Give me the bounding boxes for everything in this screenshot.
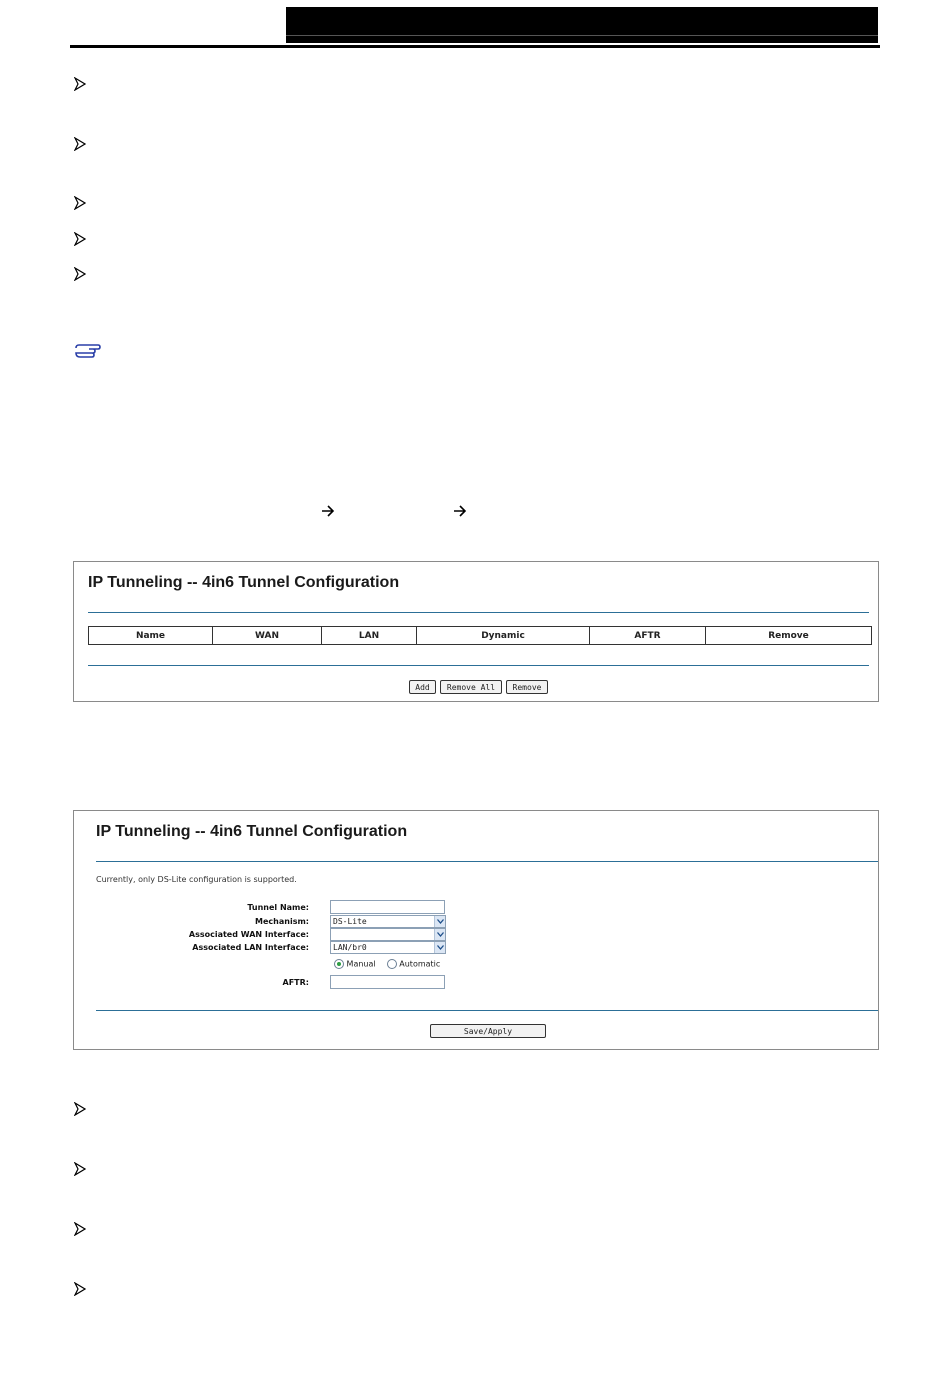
bullet-icon [74,1222,86,1236]
manual-radio-label: Manual [346,959,376,969]
remove-button[interactable]: Remove [506,680,548,694]
divider [88,665,869,666]
tunnel-name-label: Tunnel Name: [247,903,309,912]
bullet-icon [74,267,86,281]
header-rule [70,45,880,48]
mechanism-select[interactable] [330,915,446,928]
table-header-row [89,627,872,645]
aftr-mode-radios [334,959,440,969]
header-bar [286,7,878,43]
lan-interface-select[interactable] [330,941,446,954]
bullet-icon [74,196,86,210]
bullet-icon [74,1102,86,1116]
aftr-input[interactable] [330,975,445,989]
column-header-wan: WAN [213,627,322,645]
add-button[interactable]: Add [409,680,436,694]
divider [96,861,878,862]
tunnel-list-panel [73,561,879,702]
manual-radio[interactable] [334,959,344,969]
tunnel-table [88,626,872,645]
divider [88,612,869,613]
pointing-hand-icon [74,342,102,360]
save-apply-button[interactable]: Save/Apply [430,1024,546,1038]
chevron-down-icon [434,916,445,927]
bullet-icon [74,137,86,151]
wan-interface-select[interactable] [330,928,446,941]
tunnel-config-panel [73,810,879,1050]
bullet-icon [74,1162,86,1176]
aftr-label: AFTR: [282,978,309,987]
chevron-down-icon [434,929,445,940]
mechanism-value: DS-Lite [333,917,367,926]
bullet-icon [74,232,86,246]
column-header-lan: LAN [322,627,417,645]
info-text: Currently, only DS-Lite configuration is supported. [96,875,297,884]
mechanism-label: Mechanism: [255,917,309,926]
lan-interface-label: Associated LAN Interface: [192,943,309,952]
column-header-aftr: AFTR [590,627,706,645]
panel-title: IP Tunneling -- 4in6 Tunnel Configuration [96,823,408,840]
column-header-remove: Remove [706,627,872,645]
lan-interface-value: LAN/br0 [333,943,367,952]
panel-title: IP Tunneling -- 4in6 Tunnel Configuration [88,574,400,591]
column-header-dynamic: Dynamic [417,627,590,645]
divider [96,1010,878,1011]
bullet-icon [74,1282,86,1296]
wan-interface-label: Associated WAN Interface: [188,930,309,939]
right-arrow-icon [320,503,336,519]
right-arrow-icon [452,503,468,519]
bullet-icon [74,77,86,91]
automatic-radio[interactable] [387,959,397,969]
chevron-down-icon [434,942,445,953]
remove-all-button[interactable]: Remove All [440,680,502,694]
automatic-radio-label: Automatic [399,959,441,969]
tunnel-name-input[interactable] [330,900,445,914]
column-header-name: Name [89,627,213,645]
